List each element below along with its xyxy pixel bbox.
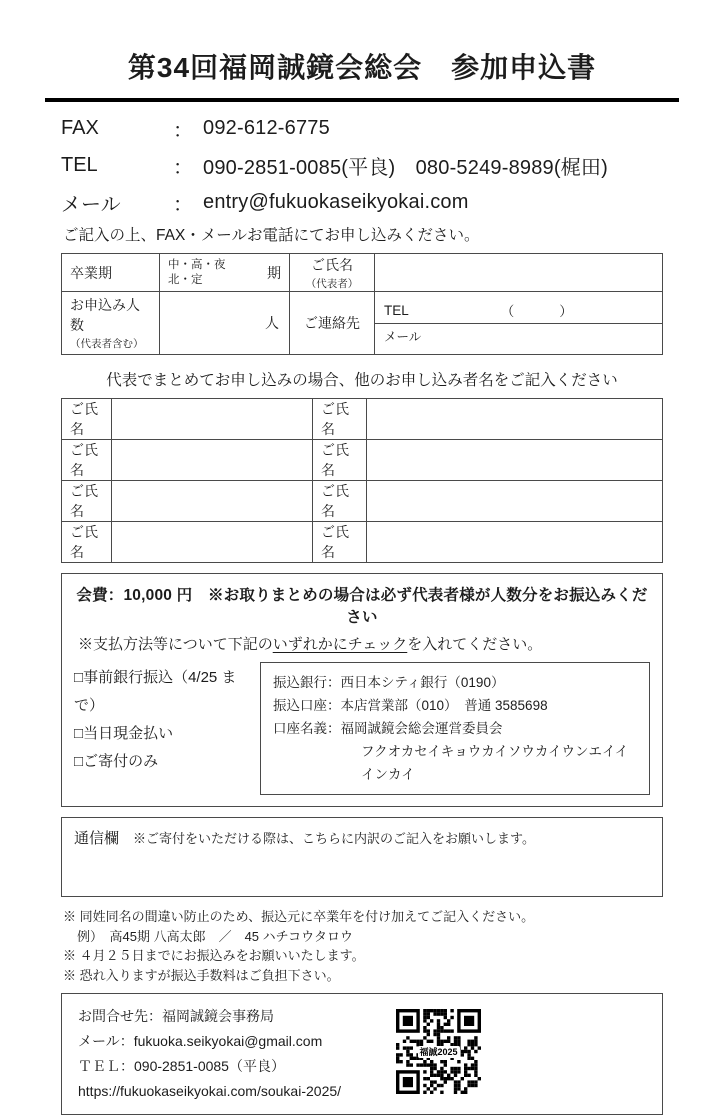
contact-tel-field[interactable] xyxy=(375,298,662,324)
contact-fields xyxy=(375,292,663,355)
name-label: ご氏名 xyxy=(62,440,112,481)
apply-instruction: ご記入の上、FAX・メールお電話にてお申し込みください。 xyxy=(63,227,480,244)
name-label: ご氏名 xyxy=(313,522,367,563)
inquiry-url: https://fukuokaseikyokai.com/soukai-2025/ xyxy=(78,1083,342,1099)
fax-colon: ： xyxy=(173,120,193,142)
tel-colon: ： xyxy=(173,157,193,179)
grad-options xyxy=(160,256,289,290)
mail-label: メール xyxy=(61,194,121,216)
payment-options-area xyxy=(74,662,650,795)
name-field[interactable] xyxy=(112,440,313,481)
name-sub-label: （代表者） xyxy=(305,277,359,290)
option-label: 事前銀行振込（4/25 まで） xyxy=(74,669,237,714)
qr-code-label: 福誠2025 xyxy=(419,1046,458,1057)
name-label: ご氏名 xyxy=(311,256,353,273)
table-row xyxy=(62,481,663,522)
mail-address: entry@fukuokaseikyokai.com xyxy=(203,191,469,213)
payment-options xyxy=(74,662,250,795)
fee-headline: 会費：10,000 円 ※お取りまとめの場合は必ず代表者様が人数分をお振込みください xyxy=(76,587,648,626)
message-note: ※ご寄付をいただける際は、こちらに内訳のご記入をお願いします。 xyxy=(133,831,535,846)
account-holder-kana: フクオカセイキョウカイソウカイウンエイイインカイ xyxy=(361,744,629,782)
name-label: ご氏名 xyxy=(313,481,367,522)
note-duplicate-name: ※ 同姓同名の間違い防止のため、振込元に卒業年を付け加えてご記入ください。 xyxy=(63,909,535,924)
contact-info-box xyxy=(61,993,663,1115)
count-label-cell xyxy=(62,292,160,355)
name-field[interactable] xyxy=(112,522,313,563)
option-label: ご寄付のみ xyxy=(83,753,159,770)
name-field[interactable] xyxy=(112,399,313,440)
table-row xyxy=(62,522,663,563)
contact-info-lines xyxy=(78,1004,396,1104)
inquiry-contact: お問合せ先：福岡誠鏡会事務局 xyxy=(78,1008,274,1024)
mail-colon: ： xyxy=(173,194,193,216)
payment-instruction-pre: ※支払方法等について下記の xyxy=(78,636,273,653)
name-field[interactable] xyxy=(112,481,313,522)
count-sub-label: （代表者含む） xyxy=(70,338,144,350)
table-row xyxy=(62,292,663,355)
fax-number: 092-612-6775 xyxy=(203,117,330,139)
name-label: ご氏名 xyxy=(62,399,112,440)
note-transfer-fee: ※ 恐れ入りますが振込手数料はご負担下さい。 xyxy=(63,967,340,983)
grad-option-line1: 中・高・夜 xyxy=(168,258,226,271)
option-label: 当日現金払い xyxy=(83,725,174,742)
payment-instruction xyxy=(78,633,650,654)
names-table xyxy=(61,398,663,563)
inquiry-email: メール：fukuoka.seikyokai@gmail.com xyxy=(78,1033,323,1049)
name-field[interactable] xyxy=(367,399,663,440)
qr-code xyxy=(396,1009,481,1094)
name-list-caption: 代表でまとめてお申し込みの場合、他のお申し込み者名をご記入ください xyxy=(106,372,618,389)
account-holder-line: 口座名義：福岡誠鏡会総会運営委員会 xyxy=(273,721,503,736)
name-label: ご氏名 xyxy=(313,399,367,440)
table-row xyxy=(62,254,663,292)
table-row xyxy=(62,440,663,481)
table-row xyxy=(62,399,663,440)
contact-label: ご連絡先 xyxy=(290,292,375,355)
grad-suffix: 期 xyxy=(267,264,281,281)
contact-tel-label: TEL xyxy=(384,302,409,318)
name-field[interactable] xyxy=(367,440,663,481)
checkbox-icon[interactable]: □ xyxy=(74,669,84,686)
representative-name-label-cell xyxy=(290,254,375,292)
checkbox-icon[interactable]: □ xyxy=(74,753,84,770)
contact-tel-paren: （ ） xyxy=(500,304,579,319)
name-label: ご氏名 xyxy=(62,522,112,563)
name-label: ご氏名 xyxy=(313,440,367,481)
mail-row xyxy=(61,184,663,221)
bank-account-line: 振込口座：本店営業部（010） 普通 3585698 xyxy=(273,698,548,713)
message-field[interactable] xyxy=(61,817,663,897)
fax-row xyxy=(61,110,663,147)
bank-name-line: 振込銀行：西日本シティ銀行（0190） xyxy=(273,675,505,690)
count-label: お申込み人数 xyxy=(70,297,140,333)
contact-mail-label: メール xyxy=(384,330,422,344)
title-divider xyxy=(45,98,679,102)
grad-period-field[interactable] xyxy=(160,254,290,292)
tel-row xyxy=(61,147,663,184)
fee-section xyxy=(61,573,663,807)
checkbox-icon[interactable]: □ xyxy=(74,725,84,742)
checkbox-cash-on-day[interactable] xyxy=(74,720,250,748)
checkbox-bank-transfer[interactable] xyxy=(74,664,250,720)
fax-label: FAX xyxy=(61,117,99,139)
grad-period-label: 卒業期 xyxy=(62,254,160,292)
payment-instruction-underline: いずれかにチェック xyxy=(272,636,408,653)
representative-name-field[interactable] xyxy=(375,254,663,292)
page-title: 第34回福岡誠鏡会総会 参加申込書 xyxy=(127,52,597,83)
payment-instruction-post: を入れてください。 xyxy=(407,636,543,653)
name-label: ご氏名 xyxy=(62,481,112,522)
inquiry-tel: ＴＥＬ：090-2851-0085（平良） xyxy=(78,1058,285,1074)
name-field[interactable] xyxy=(367,481,663,522)
count-unit: 人 xyxy=(265,315,279,331)
tel-label: TEL xyxy=(61,154,98,176)
checkbox-donation-only[interactable] xyxy=(74,748,250,776)
name-field[interactable] xyxy=(367,522,663,563)
applicant-table xyxy=(61,253,663,355)
note-example: 例） 高45期 八高太郎 ／ 45 ハチコウタロウ xyxy=(77,928,353,944)
count-field[interactable] xyxy=(160,292,290,355)
footnotes xyxy=(61,907,663,985)
contact-mail-field[interactable] xyxy=(375,324,662,349)
grad-option-line2: 北・定 xyxy=(168,273,203,286)
bank-info-box xyxy=(260,662,650,795)
message-label: 通信欄 xyxy=(74,830,120,847)
tel-numbers: 090-2851-0085(平良) 080-5249-8989(梶田) xyxy=(203,157,608,179)
note-deadline: ※ ４月２５日までにお振込みをお願いいたします。 xyxy=(63,948,365,963)
